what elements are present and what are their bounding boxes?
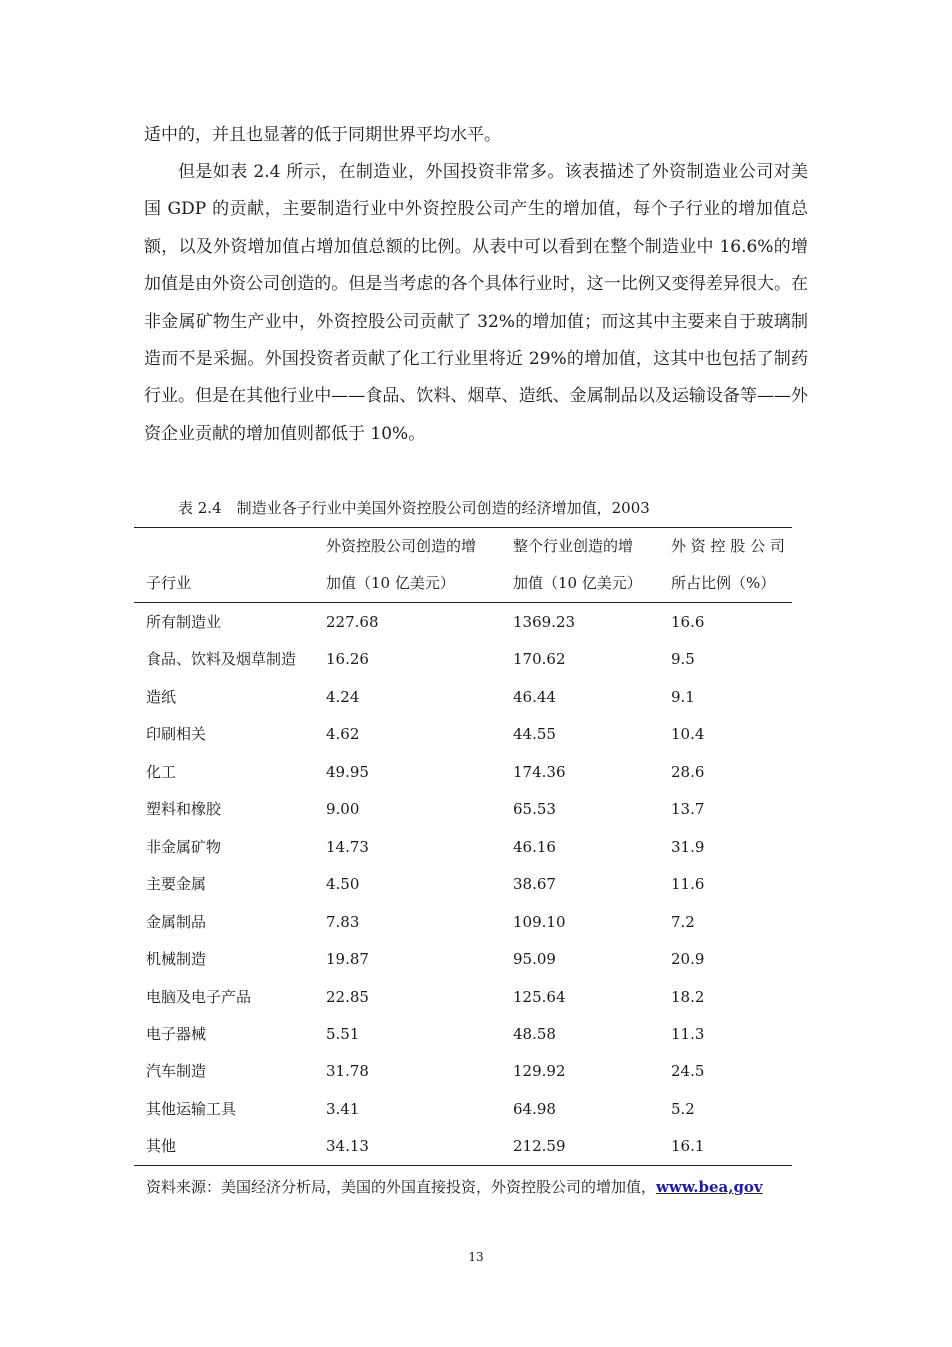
cell-subindustry: 所有制造业 <box>146 613 222 631</box>
cell-subindustry: 电脑及电子产品 <box>146 988 252 1006</box>
page-number: 13 <box>468 1250 484 1264</box>
source-link[interactable]: www.bea,gov <box>656 1178 763 1196</box>
cell-foreign-value: 4.62 <box>326 725 360 743</box>
cell-subindustry: 其他运输工具 <box>146 1100 237 1118</box>
cell-total-value: 212.59 <box>513 1137 566 1155</box>
cell-share: 16.1 <box>671 1137 705 1155</box>
cell-total-value: 1369.23 <box>513 613 576 631</box>
cell-foreign-value: 19.87 <box>326 950 369 968</box>
header-col-foreign-value-line1: 外资控股公司创造的增 <box>326 537 477 555</box>
source-text: 资料来源：美国经济分析局，美国的外国直接投资，外资控股公司的增加值， <box>146 1178 657 1196</box>
source-note <box>146 1174 763 1200</box>
cell-subindustry: 造纸 <box>146 688 177 706</box>
cell-share: 11.6 <box>671 875 705 893</box>
cell-foreign-value: 7.83 <box>326 913 360 931</box>
header-col-total-value-line2: 加值（10 亿美元） <box>513 574 642 592</box>
cell-subindustry: 塑料和橡胶 <box>146 800 222 818</box>
header-col-share-line2: 所占比例（%） <box>671 574 776 592</box>
cell-share: 7.2 <box>671 913 695 931</box>
table-caption: 表 2.4 制造业各子行业中美国外资控股公司创造的经济增加值，2003 <box>178 499 650 517</box>
cell-foreign-value: 34.13 <box>326 1137 369 1155</box>
cell-foreign-value: 16.26 <box>326 650 369 668</box>
cell-share: 11.3 <box>671 1025 705 1043</box>
cell-total-value: 95.09 <box>513 950 556 968</box>
cell-total-value: 170.62 <box>513 650 566 668</box>
cell-total-value: 48.58 <box>513 1025 556 1043</box>
cell-subindustry: 汽车制造 <box>146 1062 207 1080</box>
cell-total-value: 46.16 <box>513 838 556 856</box>
header-col-total-value-line1: 整个行业创造的增 <box>513 537 634 555</box>
cell-subindustry: 非金属矿物 <box>146 838 222 856</box>
cell-total-value: 65.53 <box>513 800 556 818</box>
cell-share: 5.2 <box>671 1100 695 1118</box>
paragraph-continuation: 适中的，并且也显著的低于同期世界平均水平。 <box>144 125 501 145</box>
cell-total-value: 125.64 <box>513 988 566 1006</box>
cell-foreign-value: 4.24 <box>326 688 360 706</box>
cell-share: 9.5 <box>671 650 695 668</box>
cell-foreign-value: 49.95 <box>326 763 369 781</box>
header-col-share-line1: 外 资 控 股 公 司 <box>671 537 785 555</box>
cell-subindustry: 化工 <box>146 763 177 781</box>
cell-foreign-value: 4.50 <box>326 875 360 893</box>
cell-foreign-value: 14.73 <box>326 838 369 856</box>
cell-total-value: 129.92 <box>513 1062 566 1080</box>
table-bottom-rule <box>134 1165 792 1166</box>
cell-share: 13.7 <box>671 800 705 818</box>
cell-total-value: 109.10 <box>513 913 566 931</box>
cell-total-value: 38.67 <box>513 875 556 893</box>
cell-subindustry: 金属制品 <box>146 913 207 931</box>
cell-share: 28.6 <box>671 763 705 781</box>
cell-share: 16.6 <box>671 613 705 631</box>
header-col-foreign-value-line2: 加值（10 亿美元） <box>326 574 455 592</box>
cell-subindustry: 印刷相关 <box>146 725 207 743</box>
cell-subindustry: 其他 <box>146 1137 177 1155</box>
cell-share: 31.9 <box>671 838 705 856</box>
cell-share: 9.1 <box>671 688 695 706</box>
cell-share: 18.2 <box>671 988 705 1006</box>
cell-foreign-value: 227.68 <box>326 613 379 631</box>
cell-total-value: 174.36 <box>513 763 566 781</box>
header-col-subindustry: 子行业 <box>146 574 192 592</box>
paragraph-body: 但是如表 2.4 所示，在制造业，外国投资非常多。该表描述了外资制造业公司对美国 GDP 的贡献，主要制造行业中外资控股公司产生的增加值，每个子行业的增加值总额，以及外资增加值占增加值总额的比例。从表中可以看到在整个制造业中 16.6%的增加值是由外资公司创造的。但是当考虑的各个具体行业时，这一比例又变得差异很大。在非金属矿物生产业中，外资控股公司贡献了 32%的增加值；而这其中主要来自于玻璃制造而不是采掘。外国投资者贡献了化工行业里将近 29%的增加值，这其中也包括了制药行业。但是在其他行业中——食品、饮料、烟草、造纸、金属制品以及运输设备等——外资企业贡献的增加值则都低于 10%。 <box>144 162 808 444</box>
cell-foreign-value: 9.00 <box>326 800 360 818</box>
cell-total-value: 44.55 <box>513 725 556 743</box>
cell-subindustry: 主要金属 <box>146 875 207 893</box>
cell-share: 10.4 <box>671 725 705 743</box>
cell-total-value: 46.44 <box>513 688 556 706</box>
cell-subindustry: 机械制造 <box>146 950 207 968</box>
cell-subindustry: 电子器械 <box>146 1025 207 1043</box>
cell-share: 24.5 <box>671 1062 705 1080</box>
cell-foreign-value: 5.51 <box>326 1025 360 1043</box>
cell-foreign-value: 31.78 <box>326 1062 369 1080</box>
table-header-rule <box>134 602 792 603</box>
cell-subindustry: 食品、饮料及烟草制造 <box>146 650 297 668</box>
cell-foreign-value: 3.41 <box>326 1100 360 1118</box>
cell-share: 20.9 <box>671 950 705 968</box>
cell-foreign-value: 22.85 <box>326 988 369 1006</box>
cell-total-value: 64.98 <box>513 1100 556 1118</box>
